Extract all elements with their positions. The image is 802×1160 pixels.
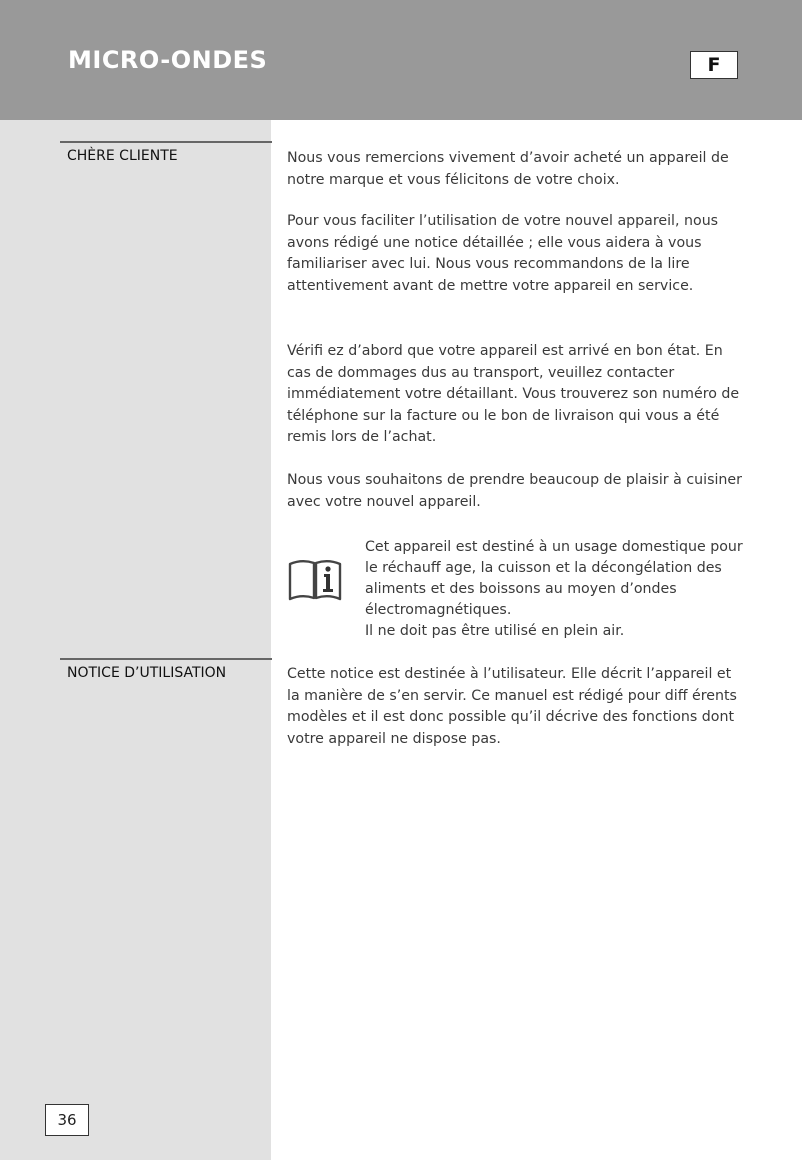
notice-paragraph: Cette notice est destinée à l’utilisateur. Elle décrit l’appareil et la manière de s’en servir. Ce manuel est rédigé pour diff érents modèles et il est donc possible qu’il décrive des fonctions dont votre appareil ne dispose pas.	[287, 666, 737, 747]
language-badge: F	[690, 51, 738, 79]
section-heading-chere-cliente: CHÈRE CLIENTE	[60, 141, 272, 164]
info-note-main: Cet appareil est destiné à un usage domestique pour le réchauff age, la cuisson et la décongélation des aliments et des boissons au moyen d’ondes électromagnétiques.	[365, 539, 743, 618]
section-heading-notice: NOTICE D’UTILISATION	[60, 658, 272, 681]
info-note-outdoor: Il ne doit pas être utilisé en plein air.	[365, 623, 625, 639]
page-title: MICRO-ONDES	[68, 46, 268, 74]
page-number: 36	[45, 1104, 89, 1136]
manual-paragraph: Pour vous faciliter l’utilisation de votre nouvel appareil, nous avons rédigé une notice détaillée ; elle vous aidera à vous familiariser avec lui. Nous vous recommandons de la lire attentivement avant de mettre votre appareil en service.	[287, 213, 719, 294]
book-info-icon	[288, 557, 342, 601]
left-column	[0, 120, 271, 1160]
intro-paragraph: Nous vous remercions vivement d’avoir acheté un appareil de notre marque et vous félicitons de votre choix.	[287, 150, 729, 188]
page-header	[0, 0, 802, 120]
wishes-paragraph: Nous vous souhaitons de prendre beaucoup de plaisir à cuisiner avec votre nouvel appareil.	[287, 472, 742, 510]
info-note	[365, 537, 755, 642]
check-paragraph: Vérifi ez d’abord que votre appareil est arrivé en bon état. En cas de dommages dus au transport, veuillez contacter immédiatement votre détaillant. Vous trouverez son numéro de téléphone sur la facture ou le bon de livraison qui vous a été remis lors de l’achat.	[287, 343, 740, 445]
